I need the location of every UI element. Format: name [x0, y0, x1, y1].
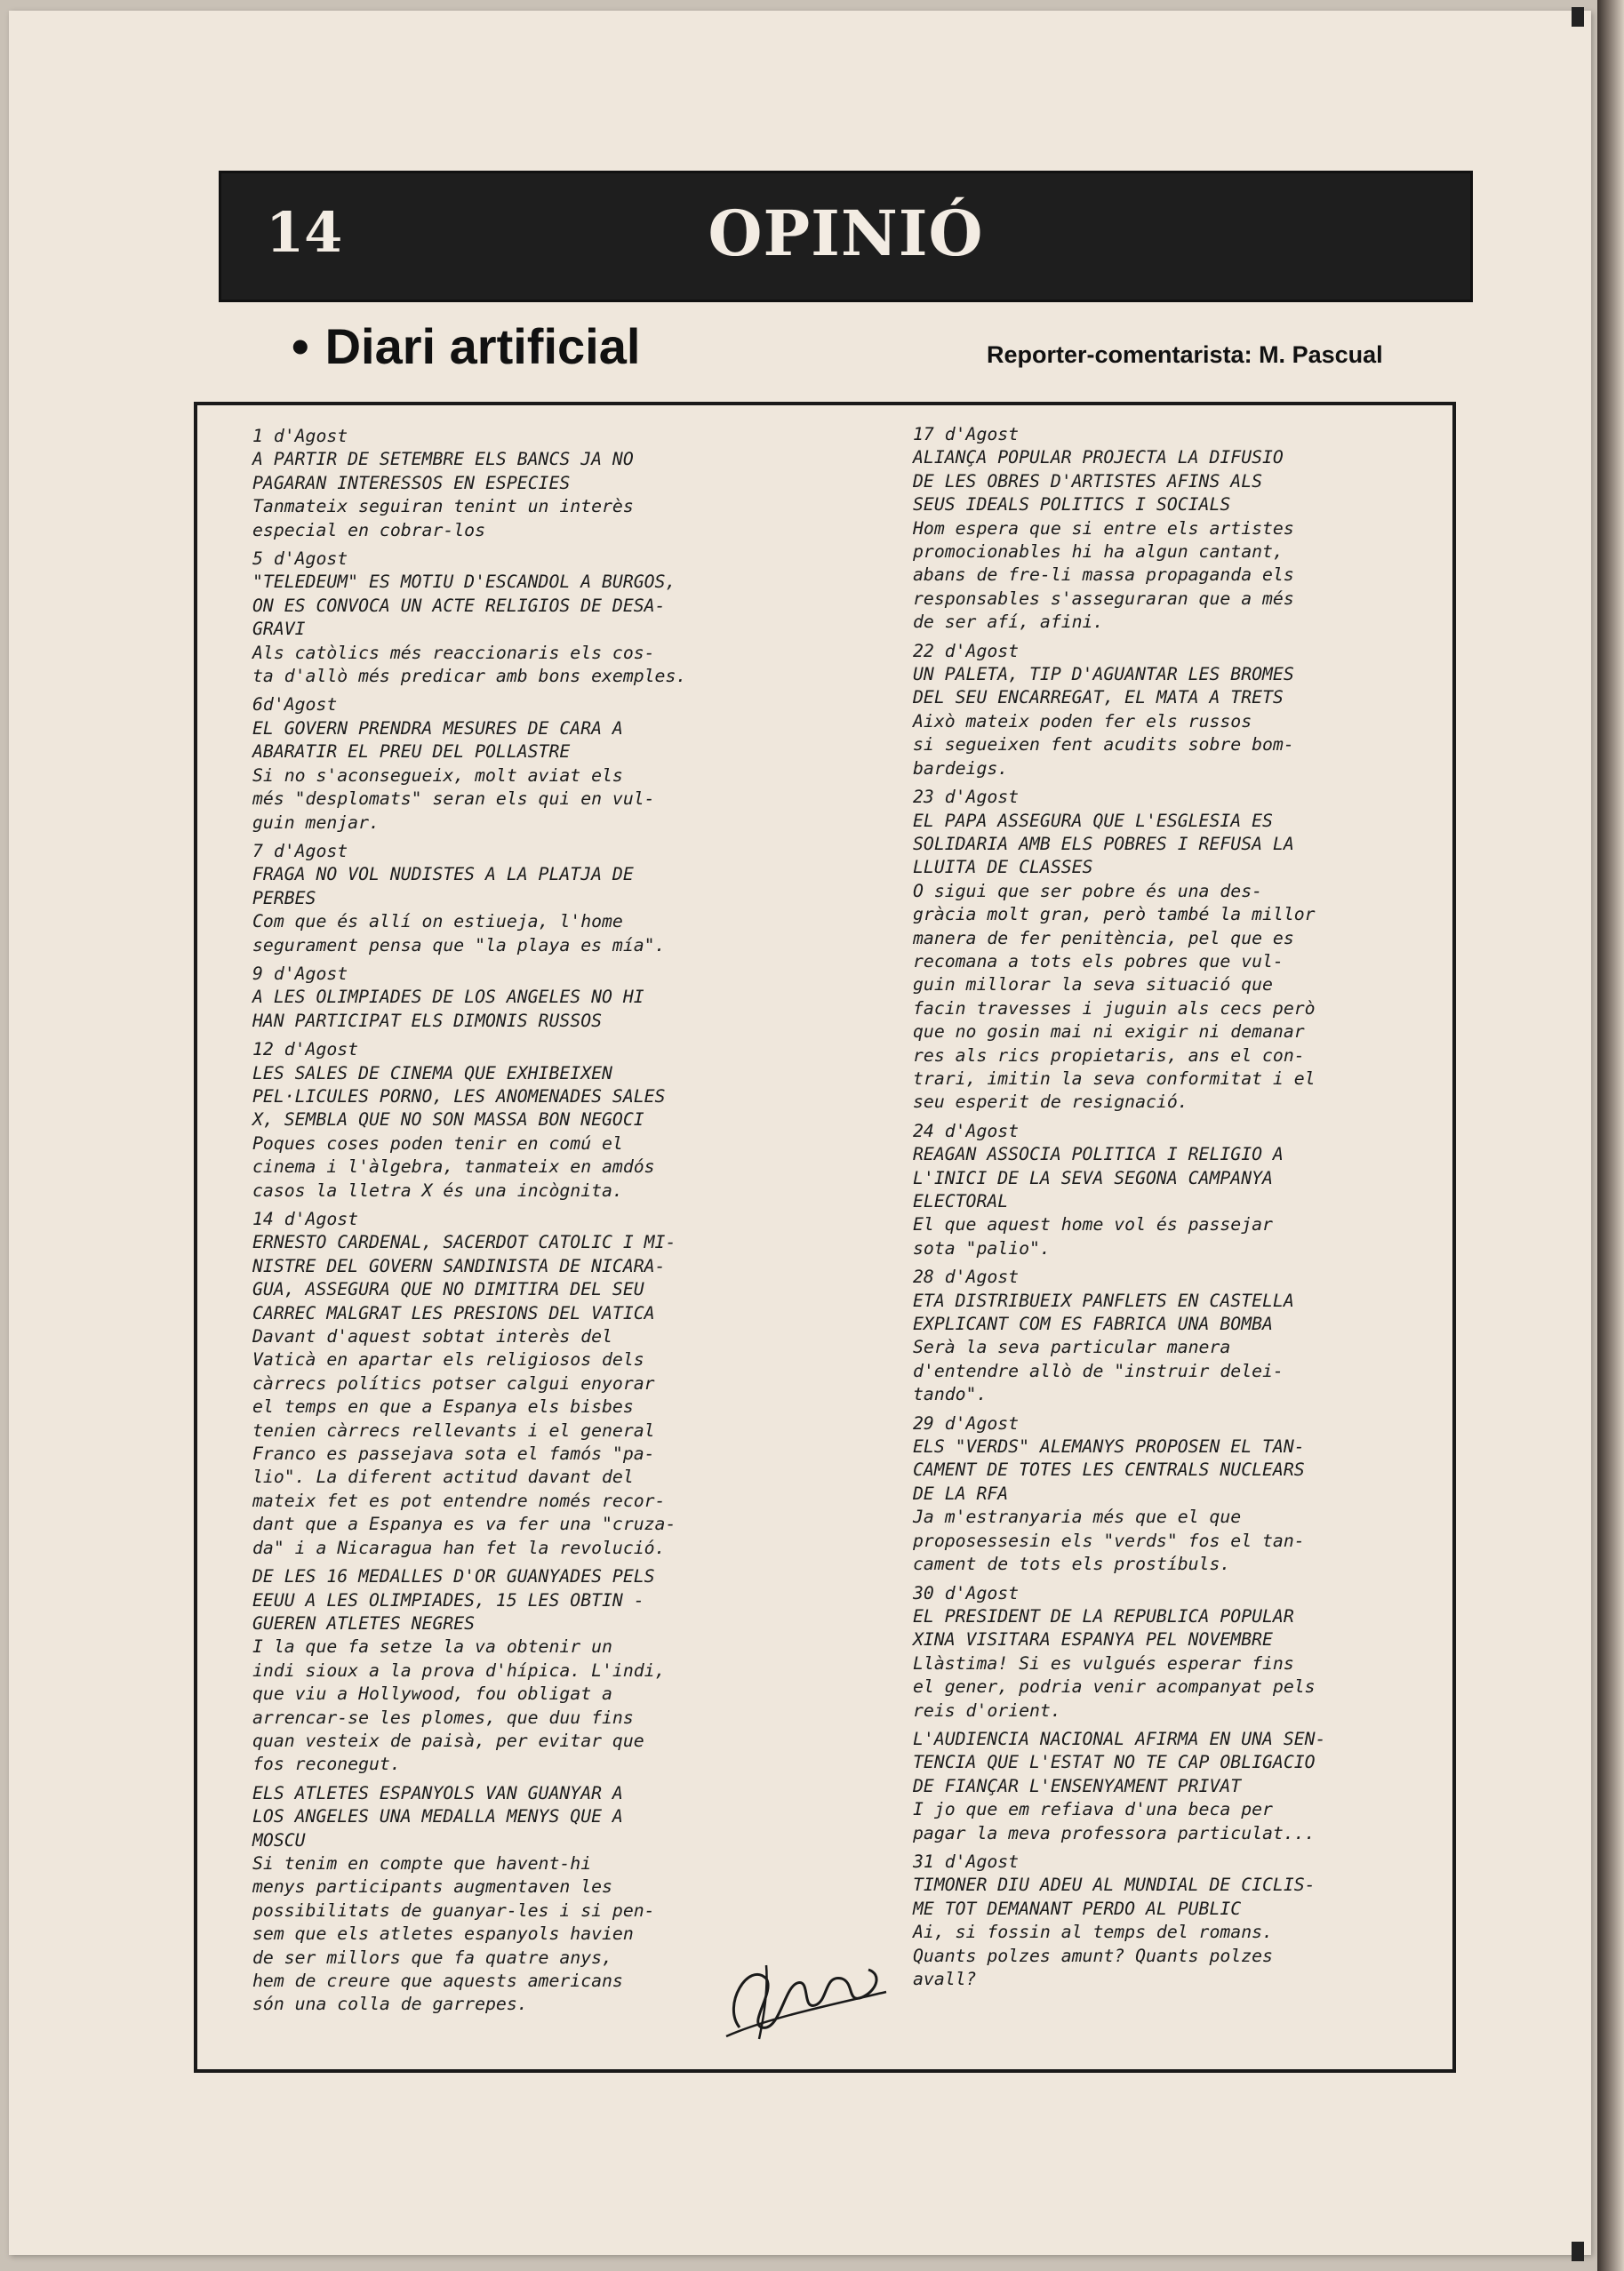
news-entry: [252, 425, 814, 542]
entry-date: 6d'Agost: [252, 694, 338, 716]
right-column: [913, 423, 1475, 1996]
entry-comment: Tanmateix seguiran tenint un interès especial en cobrar-los: [252, 496, 634, 540]
entry-headline: UN PALETA, TIP D'AGUANTAR LES BROMES DEL SEU ENCARREGAT, EL MATA A TRETS: [913, 664, 1294, 708]
entry-date: 29 d'Agost: [913, 1412, 1020, 1434]
entry-comment: Hom espera que si entre els artistes promocionables hi ha algun cantant, abans de fre-li massa propaganda els responsables s'asseguraran que a més de ser afí, afini.: [913, 517, 1294, 633]
entry-date: 24 d'Agost: [913, 1120, 1020, 1141]
entry-headline: EL PAPA ASSEGURA QUE L'ESGLESIA ES SOLIDARIA AMB ELS POBRES I REFUSA LA LLUITA DE CLASSES: [913, 810, 1294, 878]
entry-headline: A PARTIR DE SETEMBRE ELS BANCS JA NO PAGARAN INTERESSOS EN ESPECIES: [252, 449, 634, 493]
entry-comment: O sigui que ser pobre és una des- gràcia molt gran, però també la millor manera de fer penitència, pel que es recomana a tots els pobres que vul- guin millorar la seva situació que facin travesses i juguin als cecs però que no gosin mai ni exigir ni demanar res als rics propietaris, ans el con- trari, imitin la seva conformitat i el seu esperit de resignació.: [913, 880, 1316, 1113]
news-entry: [913, 1582, 1475, 1723]
entry-comment: Poques coses poden tenir en comú el cinema i l'àlgebra, tanmateix en amdós casos la lletra X és una incògnita.: [252, 1132, 655, 1201]
entry-headline: ELS ATLETES ESPANYOLS VAN GUANYAR A LOS ANGELES UNA MEDALLA MENYS QUE A MOSCU: [252, 1782, 623, 1851]
bullet-icon: •: [292, 318, 309, 374]
entry-headline: REAGAN ASSOCIA POLITICA I RELIGIO A L'INICI DE LA SEVA SEGONA CAMPANYA ELECTORAL: [913, 1144, 1284, 1211]
page-number: 14: [266, 200, 343, 265]
article-frame: [194, 402, 1456, 2073]
entry-comment: Això mateix poden fer els russos si segueixen fent acudits sobre bom- bardeigs.: [913, 710, 1294, 779]
entry-date: 5 d'Agost: [252, 548, 348, 570]
entry-date: 28 d'Agost: [913, 1267, 1020, 1288]
entry-headline: TIMONER DIU ADEU AL MUNDIAL DE CICLIS- ME TOT DEMANANT PERDO AL PUBLIC: [913, 1875, 1316, 1919]
news-entry: [913, 640, 1475, 780]
entry-headline: FRAGA NO VOL NUDISTES A LA PLATJA DE PERBES: [252, 864, 634, 908]
entry-headline: ETA DISTRIBUEIX PANFLETS EN CASTELLA EXPLICANT COM ES FABRICA UNA BOMBA: [913, 1290, 1294, 1335]
news-entry: [252, 1038, 814, 1203]
news-entry: [252, 963, 814, 1033]
entry-comment: Com que és allí on estiueja, l'home segurament pensa que "la playa es mía".: [252, 911, 666, 956]
entry-comment: Si tenim en compte que havent-hi menys participants augmentaven les possibilitats de guanyar-les i si pen- sem que els atletes espanyols havien de ser millors que fa quatre anys, hem de creure que aquests americans són una colla de garrepes.: [252, 1852, 655, 2015]
entry-comment: Als catòlics més reaccionaris els cos- ta d'allò més predicar amb bons exemples.: [252, 642, 687, 687]
crop-mark: [1572, 7, 1584, 27]
entry-headline: A LES OLIMPIADES DE LOS ANGELES NO HI HAN PARTICIPAT ELS DIMONIS RUSSOS: [252, 987, 644, 1031]
section-title: OPINIÓ: [708, 196, 984, 270]
newspaper-page: [9, 11, 1591, 2255]
entry-date: 17 d'Agost: [913, 424, 1020, 444]
news-entry: [252, 1565, 814, 1777]
entry-date: 22 d'Agost: [913, 640, 1020, 661]
crop-mark: [1572, 2242, 1584, 2261]
entry-comment: Si no s'aconsegueix, molt aviat els més "desplomats" seran els qui en vul- guin menjar.: [252, 764, 655, 833]
news-entry: [913, 1266, 1475, 1406]
entry-comment: Ai, si fossin al temps del romans. Quants polzes amunt? Quants polzes avall?: [913, 1922, 1273, 1989]
news-entry: [252, 693, 814, 834]
news-entry: [252, 548, 814, 688]
entry-date: 30 d'Agost: [913, 1582, 1020, 1603]
entry-headline: DE LES 16 MEDALLES D'OR GUANYADES PELS EEUU A LES OLIMPIADES, 15 LES OBTIN - GUEREN ATLETES NEGRES: [252, 1566, 655, 1634]
news-entry: [252, 1208, 814, 1560]
news-entry: [913, 786, 1475, 1115]
news-entry: [913, 1728, 1475, 1845]
entry-date: 1 d'Agost: [252, 426, 348, 446]
entry-comment: Serà la seva particular manera d'entendre allò de "instruir delei- tando".: [913, 1337, 1284, 1405]
news-entry: [913, 1851, 1475, 1991]
entry-date: 12 d'Agost: [252, 1039, 359, 1060]
article-byline: Reporter-comentarista: M. Pascual: [987, 341, 1383, 368]
entry-date: 9 d'Agost: [252, 963, 348, 984]
entry-headline: LES SALES DE CINEMA QUE EXHIBEIXEN PEL·LICULES PORNO, LES ANOMENADES SALES X, SEMBLA QUE NO SON MASSA BON NEGOCI: [252, 1062, 666, 1131]
entry-headline: EL GOVERN PRENDRA MESURES DE CARA A ABARATIR EL PREU DEL POLLASTRE: [252, 717, 623, 763]
entry-date: 7 d'Agost: [252, 840, 348, 861]
news-entry: [913, 1412, 1475, 1577]
entry-headline: ELS "VERDS" ALEMANYS PROPOSEN EL TAN- CAMENT DE TOTES LES CENTRALS NUCLEARS DE LA RFA: [913, 1436, 1305, 1504]
author-signature: [713, 1943, 891, 2045]
entry-headline: L'AUDIENCIA NACIONAL AFIRMA EN UNA SEN- TENCIA QUE L'ESTAT NO TE CAP OBLIGACIO DE FIANÇAR L'ENSENYAMENT PRIVAT: [913, 1728, 1326, 1796]
entry-headline: ERNESTO CARDENAL, SACERDOT CATOLIC I MI- NISTRE DEL GOVERN SANDINISTA DE NICARA- GUA, ASSEGURA QUE NO DIMITIRA DEL SEU CARREC MALGRAT LES PRESIONS DEL VATICA: [252, 1232, 676, 1323]
left-column: [252, 425, 814, 2022]
entry-date: 31 d'Agost: [913, 1851, 1020, 1872]
article-title-text: Diari artificial: [324, 318, 641, 374]
entry-comment: El que aquest home vol és passejar sota "palio".: [913, 1214, 1273, 1259]
section-banner: [219, 171, 1473, 302]
entry-comment: Ja m'estranyaria més que el que proposessesin els "verds" fos el tan- cament de tots els prostíbuls.: [913, 1507, 1305, 1575]
article-title: [292, 317, 640, 375]
entry-comment: I la que fa setze la va obtenir un indi sioux a la prova d'hípica. L'indi, que viu a Hollywood, fou obligat a arrencar-se les plomes, que duu fins quan vesteix de paisà, per evitar que fos reconegut.: [252, 1636, 666, 1775]
entry-date: 23 d'Agost: [913, 787, 1020, 808]
news-entry: [252, 840, 814, 957]
news-entry: [913, 1120, 1475, 1260]
entry-headline: EL PRESIDENT DE LA REPUBLICA POPULAR XINA VISITARA ESPANYA PEL NOVEMBRE: [913, 1605, 1294, 1651]
page-binding-edge: [1597, 0, 1624, 2271]
entry-headline: ALIANÇA POPULAR PROJECTA LA DIFUSIO DE LES OBRES D'ARTISTES AFINS ALS SEUS IDEALS POLITICS I SOCIALS: [913, 447, 1284, 516]
entry-date: 14 d'Agost: [252, 1209, 359, 1229]
entry-headline: "TELEDEUM" ES MOTIU D'ESCANDOL A BURGOS, ON ES CONVOCA UN ACTE RELIGIOS DE DESA- GRAVI: [252, 572, 676, 640]
entry-comment: I jo que em refiava d'una beca per pagar la meva professora particulat...: [913, 1799, 1316, 1843]
news-entry: [913, 423, 1475, 635]
entry-comment: Davant d'aquest sobtat interès del Vaticà en apartar els religiosos dels càrrecs polítics potser calgui enyorar el temps en que a Espanya els bisbes tenien càrrecs rellevants i el general Franco es passejava sota el famós "pa- lio". La diferent actitud davant del mateix fet es pot entendre només recor- dant que a Espanya es va fer una "cruza- da" i a Nicaragua han fet la revolució.: [252, 1326, 676, 1558]
entry-comment: Llàstima! Si es vulgués esperar fins el gener, podria venir acompanyat pels reis d'orient.: [913, 1652, 1316, 1721]
